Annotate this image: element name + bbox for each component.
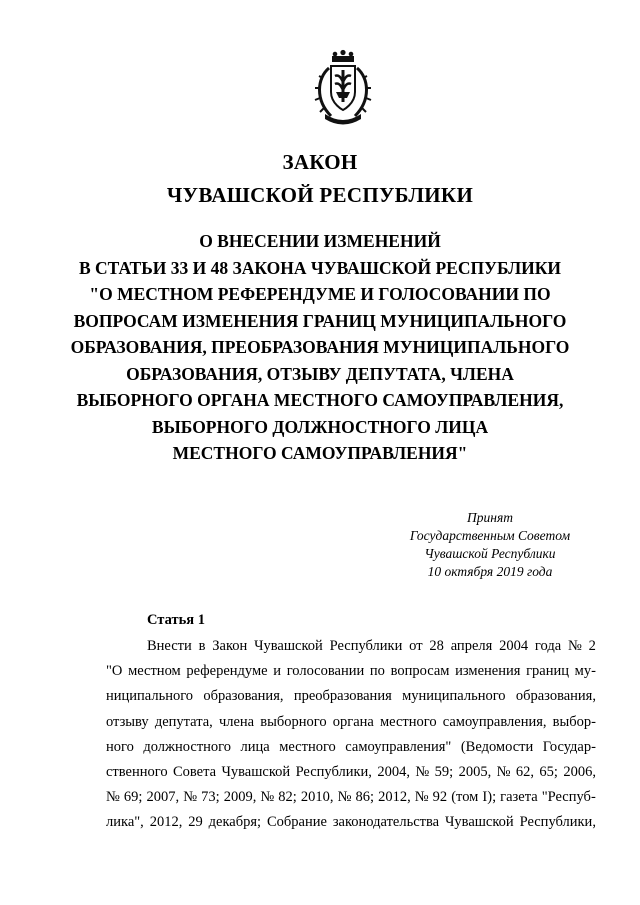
adoption-line: Чувашской Республики xyxy=(424,546,556,561)
subtitle-line: ОБРАЗОВАНИЯ, ОТЗЫВУ ДЕПУТАТА, ЧЛЕНА xyxy=(126,363,514,384)
article-line xyxy=(106,634,596,659)
article-line xyxy=(106,785,596,810)
word: местного xyxy=(380,713,437,730)
adoption-line: Принят xyxy=(467,510,513,525)
word: Государ- xyxy=(542,738,596,755)
word: ного xyxy=(106,738,134,755)
article-line xyxy=(106,810,596,835)
word: Чувашской xyxy=(444,814,514,831)
word: 2012, xyxy=(149,814,183,831)
word: ственного xyxy=(106,764,168,781)
word: "О xyxy=(106,663,123,680)
word: и xyxy=(273,663,282,680)
adoption-line: Государственным Советом xyxy=(409,528,571,543)
word: Совета xyxy=(172,764,217,781)
word: 2006, xyxy=(563,764,596,781)
word: от xyxy=(409,638,423,654)
word: 2010, xyxy=(300,789,334,806)
word: "Респуб- xyxy=(541,789,596,806)
word: 62, xyxy=(515,764,534,781)
word: года xyxy=(534,638,562,654)
word: № xyxy=(567,638,582,654)
word: 65; xyxy=(539,764,558,781)
word: 2004, xyxy=(377,764,410,781)
word: 2012, xyxy=(378,789,411,806)
word: 2007, xyxy=(146,789,180,806)
word: Республики xyxy=(329,638,403,654)
word: 2009, xyxy=(223,789,257,806)
word: № xyxy=(183,789,198,806)
word: законодательства xyxy=(332,814,440,831)
word: № xyxy=(415,764,430,781)
word: 2004 xyxy=(499,638,529,654)
article-heading: Статья 1 xyxy=(147,612,205,628)
law-subtitle xyxy=(0,228,640,467)
word: отзыву xyxy=(106,713,149,730)
subtitle-line: О ВНЕСЕНИИ ИЗМЕНЕНИЙ xyxy=(199,231,441,251)
word: образования, xyxy=(515,688,596,705)
word: члена xyxy=(218,713,255,730)
word: выбор- xyxy=(552,713,596,730)
word: муниципального xyxy=(402,688,506,705)
word: границ xyxy=(526,663,569,680)
subtitle-line: "О МЕСТНОМ РЕФЕРЕНДУМЕ И ГОЛОСОВАНИИ ПО xyxy=(89,284,551,304)
word: ниципального xyxy=(106,688,194,705)
word: декабря; xyxy=(208,814,262,831)
word: самоуправления" xyxy=(345,738,452,755)
word: (том xyxy=(451,789,479,806)
adoption-date: 10 октября 2019 года xyxy=(427,564,553,579)
subtitle-line: ВОПРОСАМ ИЗМЕНЕНИЯ ГРАНИЦ МУНИЦИПАЛЬНОГО xyxy=(73,310,567,331)
word: 29 xyxy=(188,814,203,831)
word: № xyxy=(496,764,511,781)
word: Республики, xyxy=(295,764,372,781)
article-line xyxy=(106,760,596,785)
word: 86; xyxy=(355,789,374,806)
word: газета xyxy=(500,789,538,806)
word: I); xyxy=(482,789,497,806)
word: образования, xyxy=(203,688,284,705)
word: вопросам xyxy=(390,663,450,680)
article-line xyxy=(106,710,596,735)
law-label: ЗАКОН xyxy=(282,150,358,174)
word: Закон xyxy=(212,638,248,654)
word: № xyxy=(106,789,120,806)
word: Чувашской xyxy=(254,638,323,654)
adoption-note xyxy=(400,509,580,581)
subtitle-line: МЕСТНОГО САМОУПРАВЛЕНИЯ" xyxy=(172,443,468,463)
word: по xyxy=(369,663,385,680)
word: 73; xyxy=(201,789,220,806)
article-line xyxy=(106,684,596,709)
subtitle-line: ОБРАЗОВАНИЯ, ПРЕОБРАЗОВАНИЯ МУНИЦИПАЛЬНОГО xyxy=(70,337,570,357)
word: № xyxy=(414,789,429,806)
subtitle-line: В СТАТЬИ 33 И 48 ЗАКОНА ЧУВАШСКОЙ РЕСПУБЛИКИ xyxy=(78,257,562,278)
word: местном xyxy=(128,663,181,680)
word: Внести xyxy=(147,638,192,654)
word: лица xyxy=(240,738,270,755)
chuvash-emblem-icon xyxy=(311,48,375,128)
word: в xyxy=(198,638,206,654)
word: голосовании xyxy=(286,663,365,680)
word: Собрание xyxy=(266,814,327,831)
word: должностного xyxy=(143,738,232,755)
word: самоуправления, xyxy=(442,713,547,730)
article-line xyxy=(106,659,596,684)
word: депутата, xyxy=(154,713,213,730)
article-body xyxy=(106,634,596,836)
word: референдуме xyxy=(186,663,268,680)
word: 2005, xyxy=(458,764,492,781)
word: 2 xyxy=(588,638,596,654)
word: изменения xyxy=(455,663,521,680)
word: апреля xyxy=(450,638,493,654)
word: му- xyxy=(574,663,596,680)
word: Республики, xyxy=(519,814,596,831)
word: 59; xyxy=(434,764,454,781)
word: Чувашской xyxy=(221,764,291,781)
word: органа xyxy=(332,713,374,730)
subtitle-line: ВЫБОРНОГО ДОЛЖНОСТНОГО ЛИЦА xyxy=(151,416,489,437)
word: выборного xyxy=(260,713,327,730)
word: преобразования xyxy=(293,688,392,705)
word: 28 xyxy=(429,638,444,654)
subtitle-line: ВЫБОРНОГО ОРГАНА МЕСТНОГО САМОУПРАВЛЕНИЯ, xyxy=(76,390,564,410)
republic-title: ЧУВАШСКОЙ РЕСПУБЛИКИ xyxy=(166,183,474,207)
word: № xyxy=(260,789,275,806)
word: № xyxy=(337,789,352,806)
word: (Ведомости xyxy=(460,738,534,755)
word: 92 xyxy=(432,789,448,806)
article-line xyxy=(106,735,596,760)
word: местного xyxy=(279,738,336,755)
word: лика", xyxy=(106,814,144,831)
word: 69; xyxy=(123,789,143,806)
word: 82; xyxy=(278,789,297,806)
